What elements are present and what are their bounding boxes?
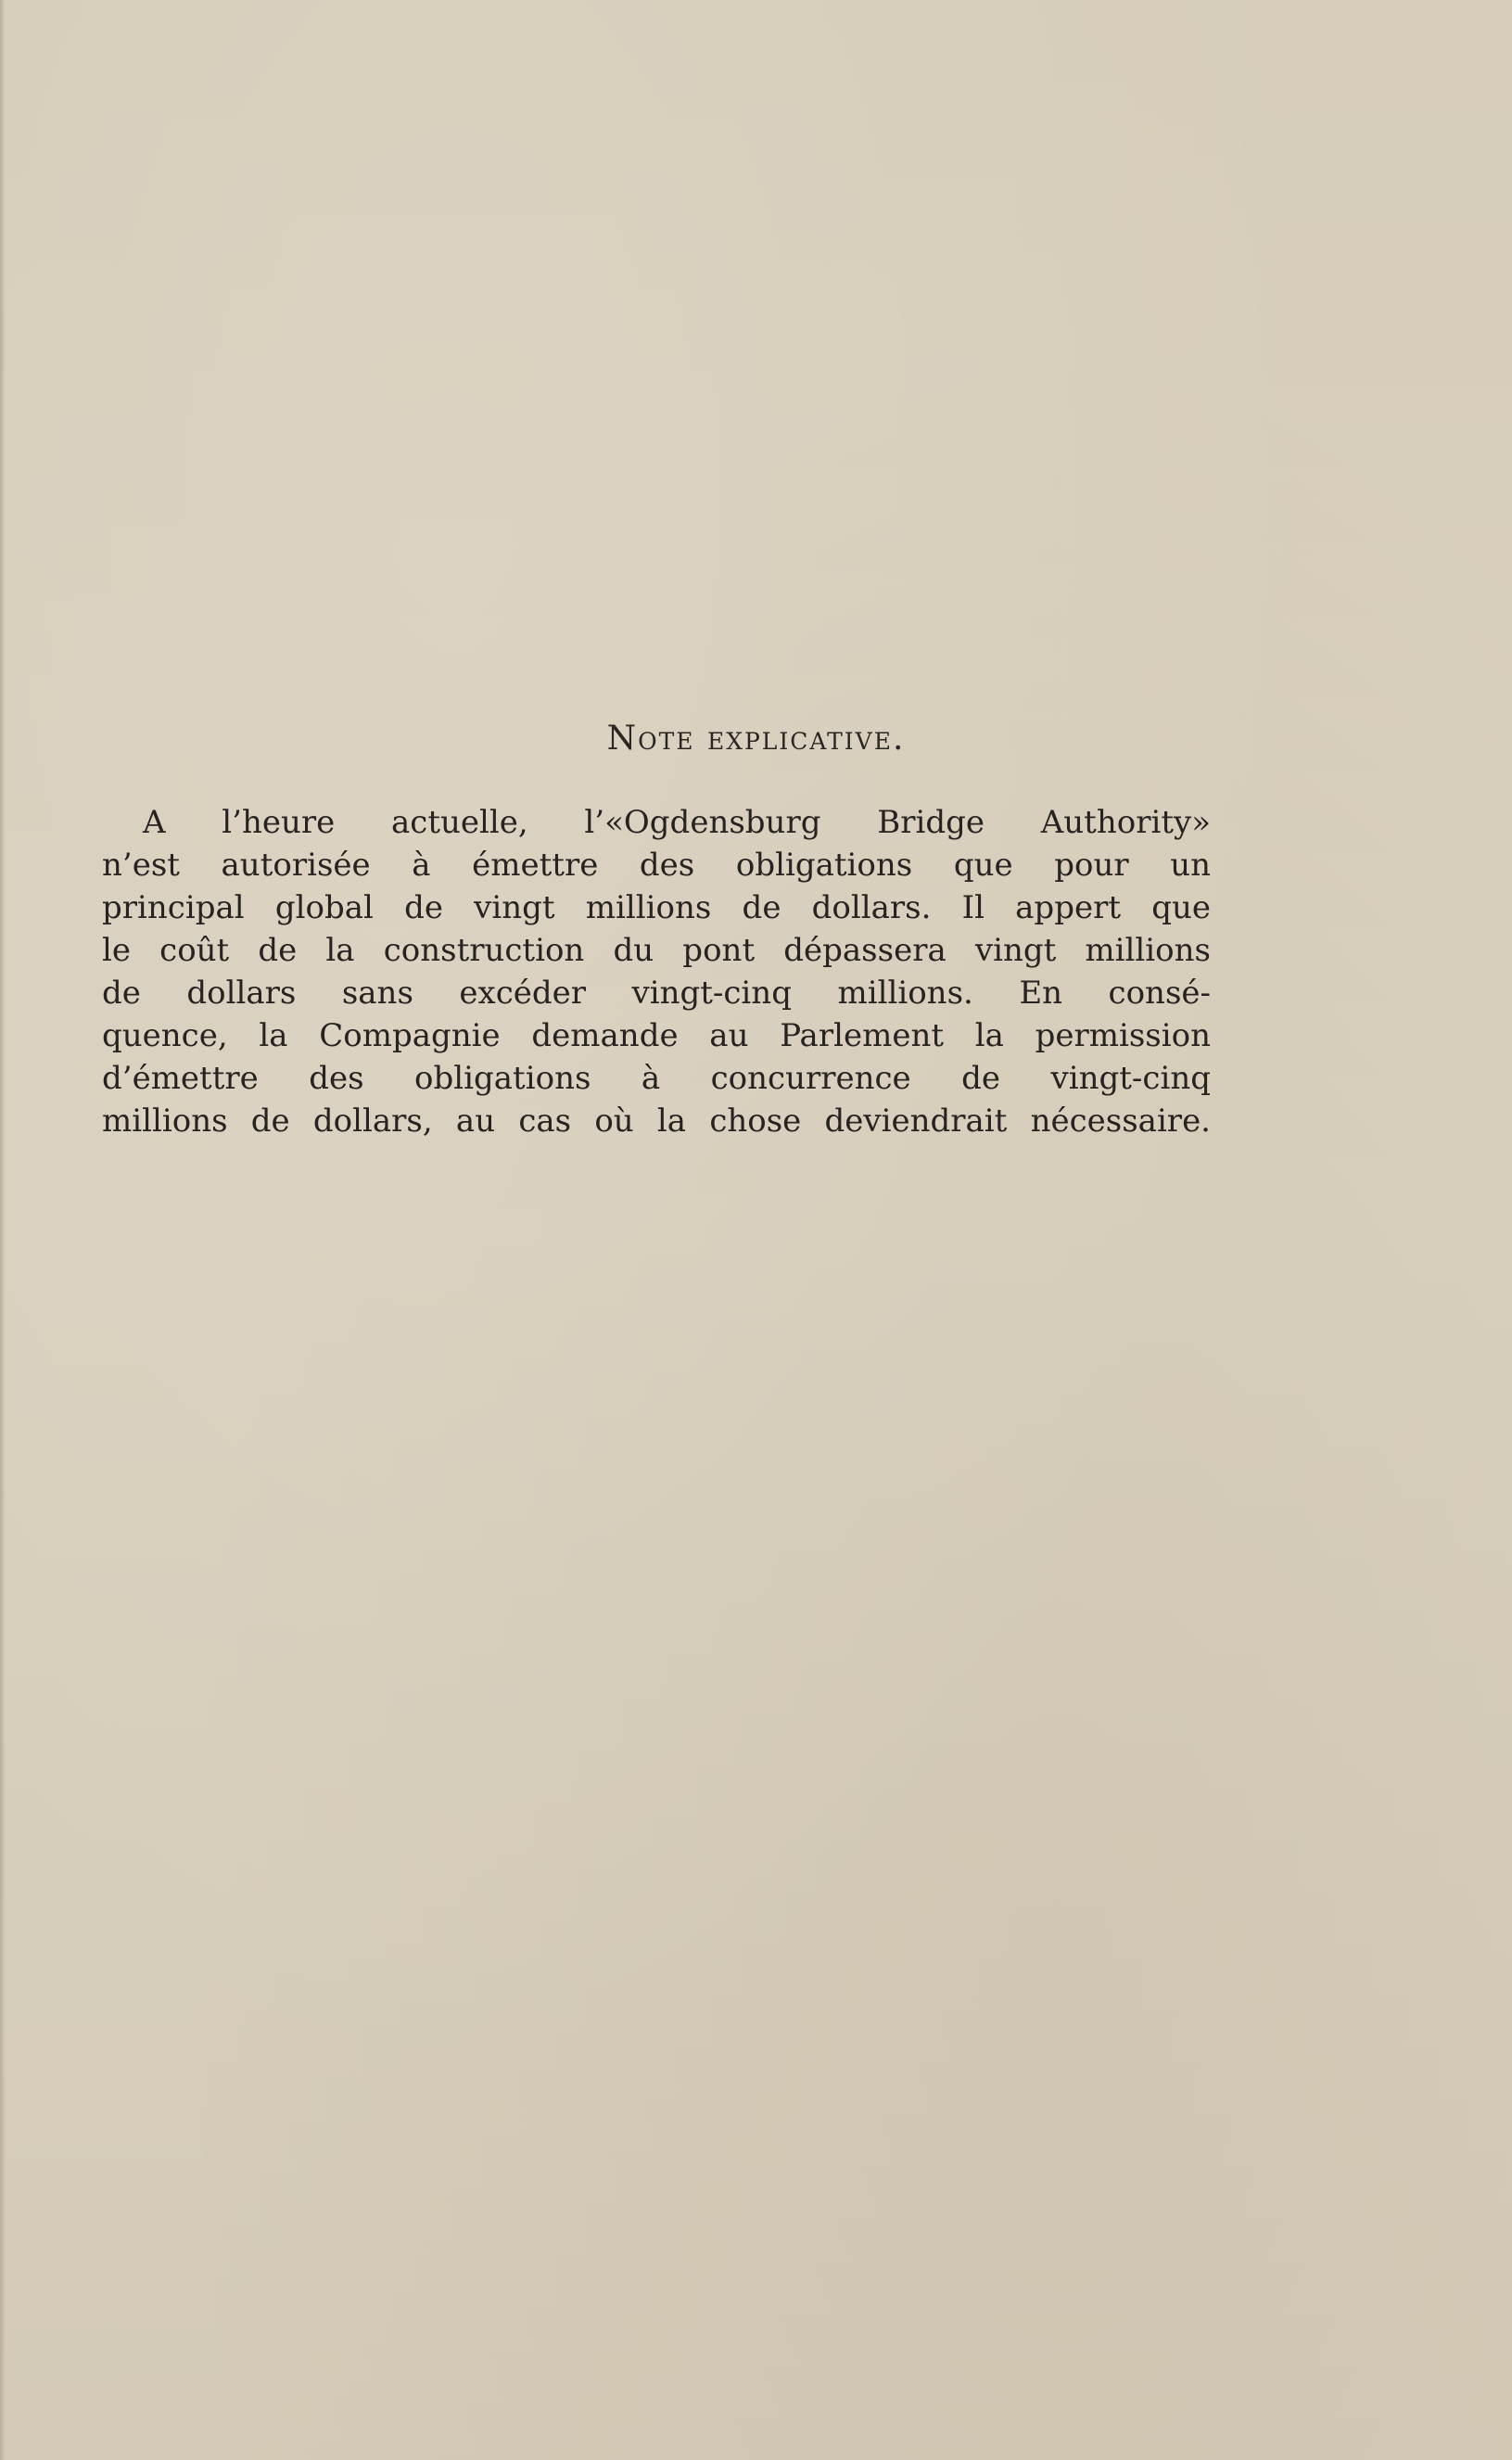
paragraph-line: de dollars sans excéder vingt-cinq millions. En consé- bbox=[102, 975, 1211, 1012]
paragraph-line: quence, la Compagnie demande au Parlement la permission bbox=[102, 1017, 1211, 1054]
paragraph-line: d’émettre des obligations à concurrence de vingt-cinq bbox=[102, 1060, 1211, 1097]
paragraph-line: millions de dollars, au cas où la chose deviendrait nécessaire. bbox=[102, 1103, 1211, 1140]
paragraph-line: le coût de la construction du pont dépassera vingt millions bbox=[102, 932, 1211, 969]
paragraph-line: A l’heure actuelle, l’«Ogdensburg Bridge Authority» bbox=[143, 804, 1211, 841]
explanatory-paragraph bbox=[102, 801, 1211, 1142]
paragraph-line: n’est autorisée à émettre des obligations que pour un bbox=[102, 847, 1211, 884]
paragraph-line: principal global de vingt millions de dollars. Il appert que bbox=[102, 889, 1211, 926]
page-edge-shadow bbox=[0, 0, 6, 2460]
page-title: Note explicative. bbox=[606, 720, 906, 758]
